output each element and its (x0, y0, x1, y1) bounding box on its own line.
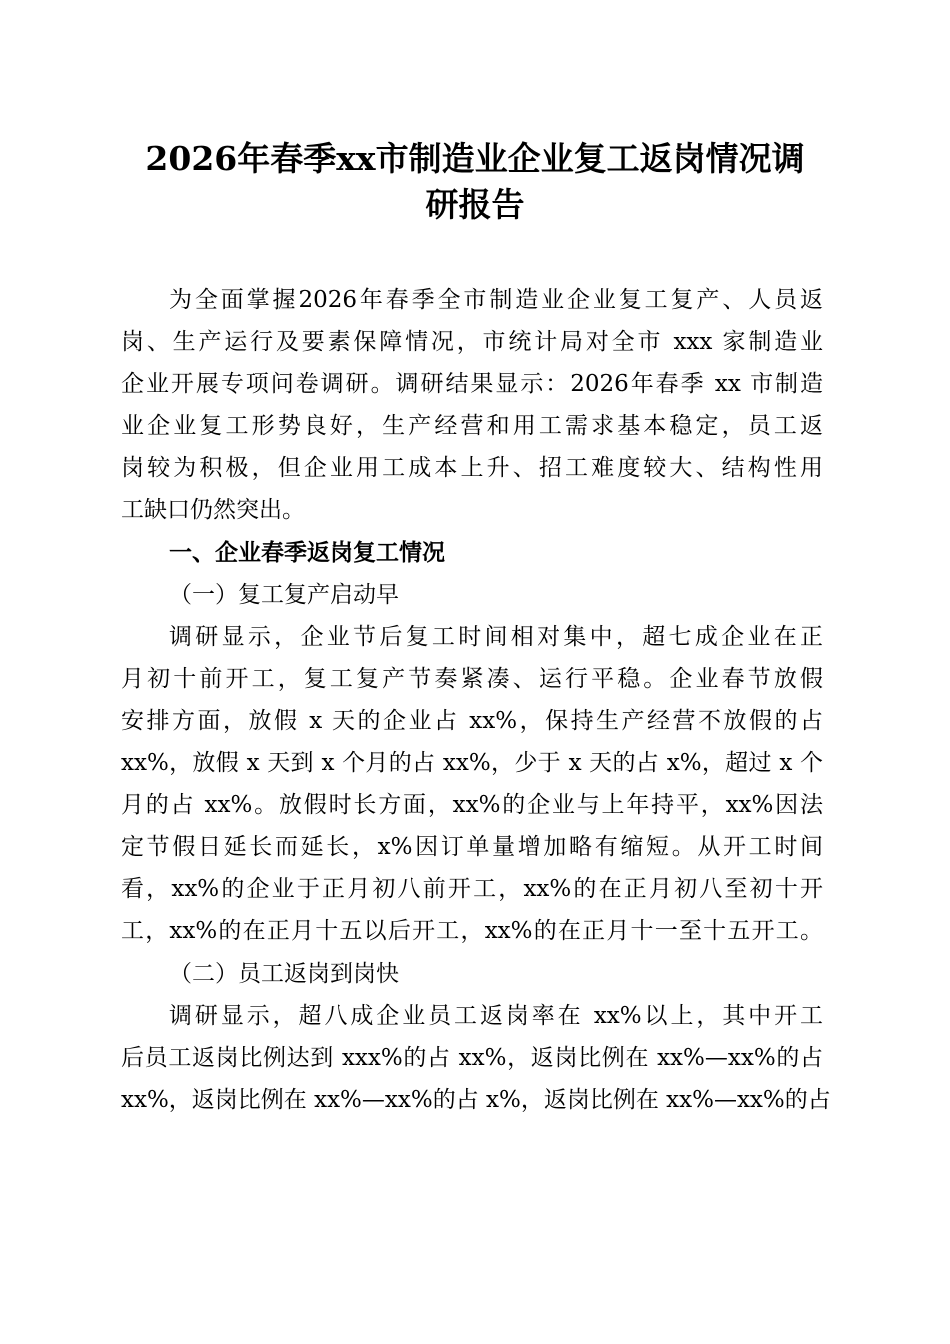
section-heading: 一、企业春季返岗复工情况 (169, 539, 445, 566)
intro-paragraph (121, 279, 823, 532)
text-line: 安排方面，放假 x 天的企业占 xx%，保持生产经营不放假的占 (121, 707, 823, 734)
text-line: 岗较为积极，但企业用工成本上升、招工难度较大、结构性用 (121, 455, 823, 482)
text-line: 业企业复工形势良好，生产经营和用工需求基本稳定，员工返 (121, 413, 823, 440)
text-line: 定节假日延长而延长，x%因订单量增加略有缩短。从开工时间 (121, 834, 823, 861)
text-line: 为全面掌握2026年春季全市制造业企业复工复产、人员返 (169, 287, 823, 313)
text-line: 岗、生产运行及要素保障情况，市统计局对全市 xxx 家制造业 (121, 329, 823, 356)
title-line: 研报告 (425, 185, 525, 224)
title-line: 2026年春季xx市制造业企业复工返岗情况调 (145, 139, 805, 178)
text-line: 月的占 xx%。放假时长方面，xx%的企业与上年持平，xx%因法 (121, 792, 823, 819)
text-line: 调研显示，超八成企业员工返岗率在 xx%以上，其中开工 (169, 1002, 823, 1029)
document-title (110, 136, 840, 228)
text-line: 工缺口仍然突出。 (121, 497, 305, 524)
text-line: xx%，放假 x 天到 x 个月的占 xx%，少于 x 天的占 x%，超过 x 个 (121, 750, 823, 777)
text-line: 企业开展专项问卷调研。调研结果显示：2026年春季 xx 市制造 (121, 371, 823, 398)
text-line: 工，xx%的在正月十五以后开工，xx%的在正月十一至十五开工。 (121, 918, 823, 945)
text-line: 看，xx%的企业于正月初八前开工，xx%的在正月初八至初十开 (121, 876, 823, 903)
subsection-heading: （一）复工复产启动早 (169, 581, 399, 608)
text-line: xx%，返岗比例在 xx%—xx%的占 x%，返岗比例在 xx%—xx%的占 (121, 1086, 831, 1113)
body-paragraph (121, 616, 823, 953)
text-line: 调研显示，企业节后复工时间相对集中，超七成企业在正 (169, 623, 823, 650)
text-line: 月初十前开工，复工复产节奏紧凑、运行平稳。企业春节放假 (121, 665, 823, 692)
subsection-heading: （二）员工返岗到岗快 (169, 960, 399, 987)
text-line: 后员工返岗比例达到 xxx%的占 xx%，返岗比例在 xx%—xx%的占 (121, 1044, 823, 1071)
document-body (121, 279, 831, 1121)
body-paragraph (121, 995, 831, 1121)
